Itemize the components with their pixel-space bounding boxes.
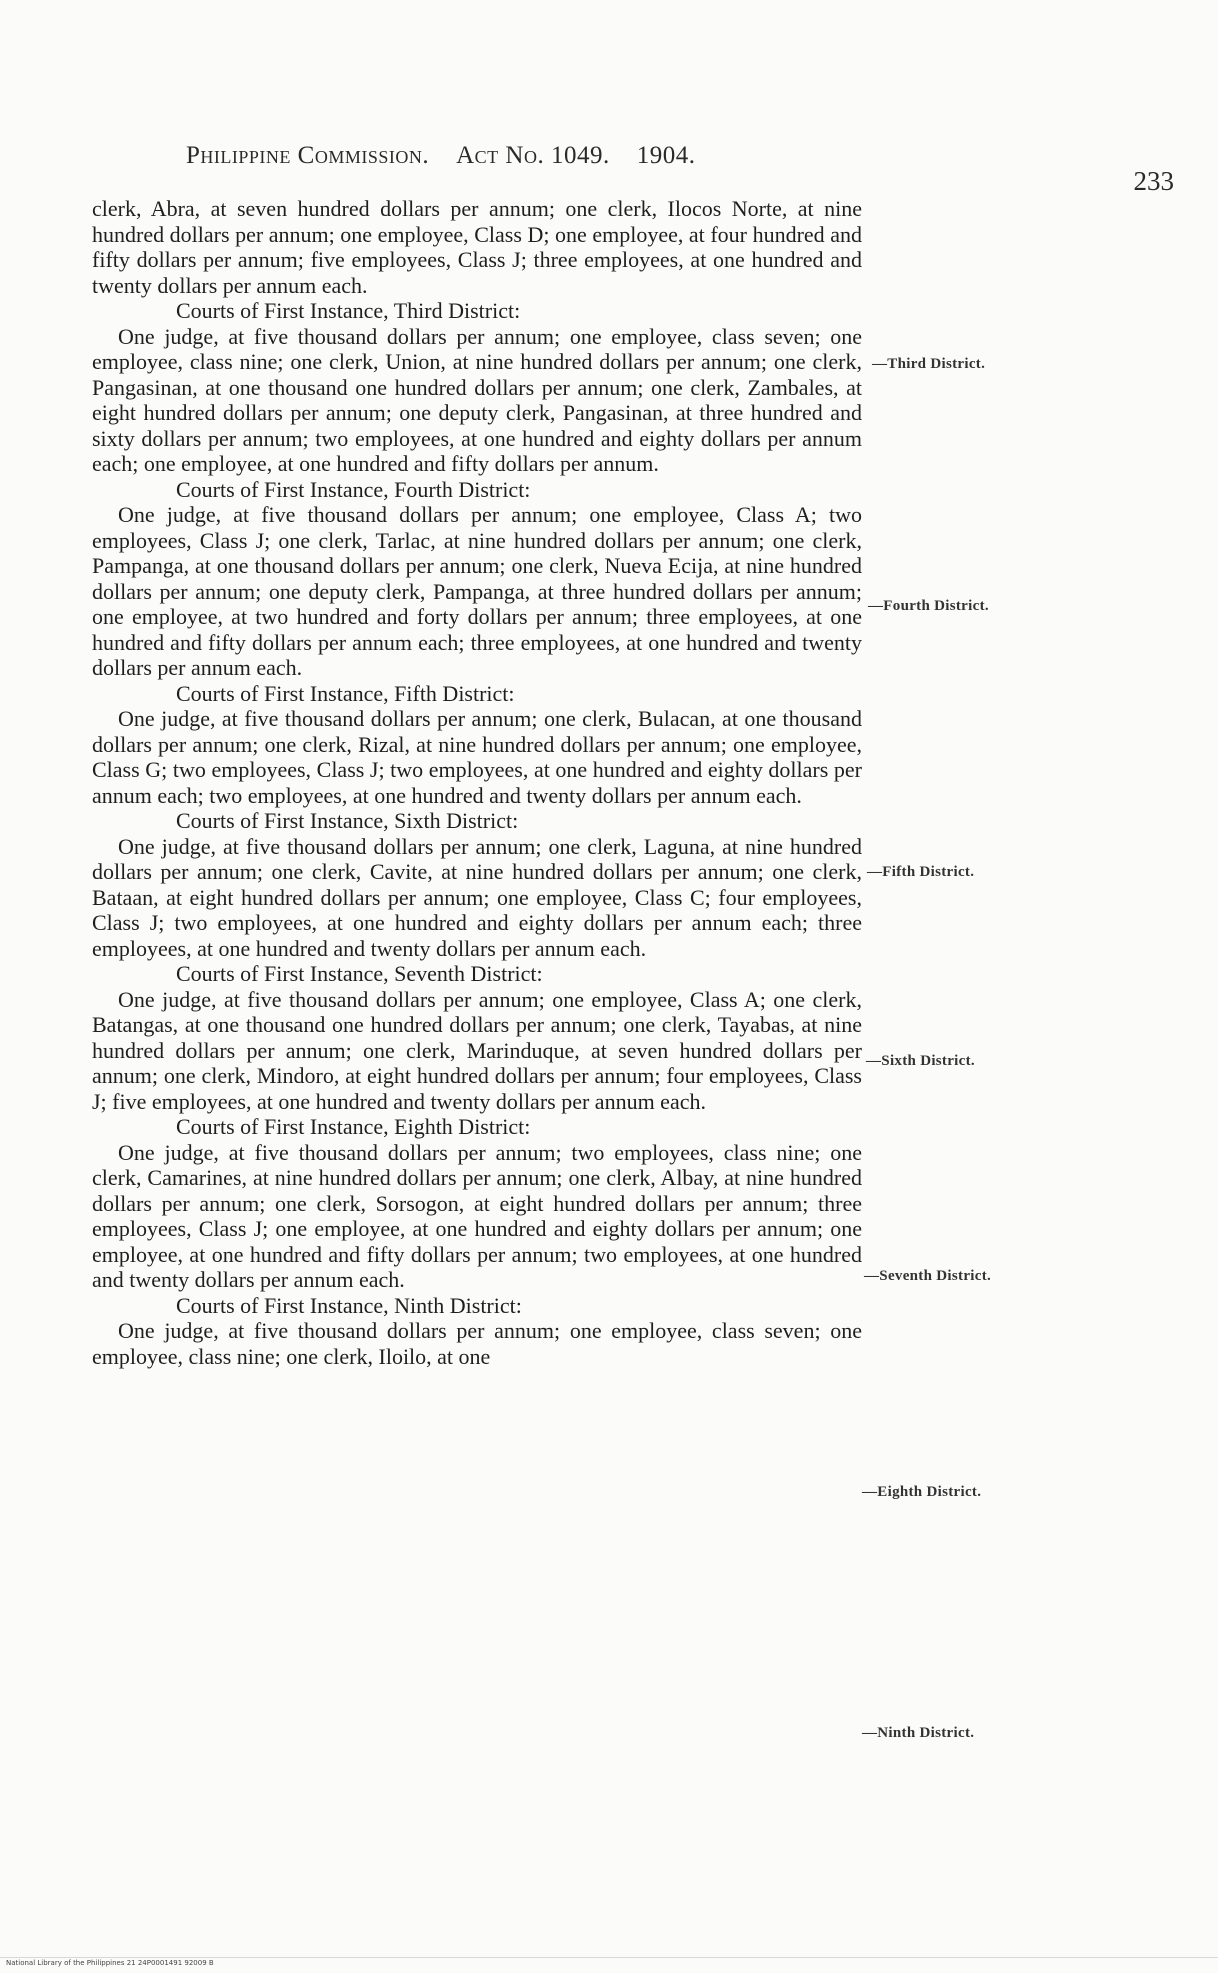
section-heading-ninth-district: Courts of First Instance, Ninth District: xyxy=(176,1292,522,1318)
paragraph-fourth-district: One judge, at five thousand dollars per annum; one employee, Class A; two employees, Class J; one clerk, Tarlac, at nine hundred dollars per annum; one clerk, Pampanga, at one thousand dollars per annum; one clerk, Nueva Ecija, at nine hundred dollars per annum; one deputy clerk, Pampanga, at three hundred dollars per annum; one employee, at two hundred and forty dollars per annum; three employees, at one hundred and fifty dollars per annum each; three employees, at one hundred and twenty dollars per annum each. xyxy=(92,502,862,680)
section-heading-sixth-district: Courts of First Instance, Sixth District: xyxy=(176,808,519,833)
footer-stamp: National Library of the Philippines 21 24P0001491 92009 B xyxy=(6,1959,214,1967)
margin-note-third-district: —Third District. xyxy=(872,356,986,372)
running-head xyxy=(186,142,695,170)
paragraph-sixth-district: One judge, at five thousand dollars per annum; one clerk, Laguna, at nine hundred dollars per annum; one clerk, Cavite, at nine hundred dollars per annum; one clerk, Bataan, at eight hundred dollars per annum; one employee, Class C; four employees, Class J; two employees, at one hundred and eighty dollars per annum each; three employees, at one hundred and twenty dollars per annum each. xyxy=(92,833,862,961)
paragraph-ninth-district: One judge, at five thousand dollars per annum; one employee, class seven; one employee, class nine; one clerk, Iloilo, at one xyxy=(92,1318,862,1369)
paragraph-fifth-district: One judge, at five thousand dollars per annum; one clerk, Bulacan, at one thousand dollars per annum; one clerk, Rizal, at nine hundred dollars per annum; one employee, Class G; two employees, Class J; two employees, at one hundred and eighty dollars per annum each; two employees, at one hundred and twenty dollars per annum each. xyxy=(92,706,862,808)
margin-note-fourth-district: —Fourth District. xyxy=(868,598,989,614)
section-heading-fourth-district: Courts of First Instance, Fourth District: xyxy=(176,476,531,502)
text-column xyxy=(92,196,862,1369)
section-heading-seventh-district: Courts of First Instance, Seventh District: xyxy=(176,961,543,986)
paragraph-third-district: One judge, at five thousand dollars per annum; one employee, class seven; one employee, class nine; one clerk, Union, at nine hundred dollars per annum; one clerk, Pangasinan, at one thousand one hundred dollars per annum; one clerk, Zambales, at eight hundred dollars per annum; one deputy clerk, Pangasinan, at three hundred and sixty dollars per annum; two employees, at one hundred and eighty dollars per annum each; one employee, at one hundred and fifty dollars per annum. xyxy=(92,323,862,476)
margin-note-fifth-district: —Fifth District. xyxy=(867,864,975,880)
margin-note-seventh-district: —Seventh District. xyxy=(864,1268,992,1284)
section-heading-third-district: Courts of First Instance, Third District: xyxy=(176,298,521,323)
page-number: 233 xyxy=(1133,166,1174,196)
margin-note-eighth-district: —Eighth District. xyxy=(862,1484,982,1500)
paragraph-seventh-district: One judge, at five thousand dollars per annum; one employee, Class A; one clerk, Batangas, at one thousand one hundred dollars per annum; one clerk, Tayabas, at nine hundred dollars per annum; one clerk, Marinduque, at seven hundred dollars per annum; one clerk, Mindoro, at eight hundred dollars per annum; four employees, Class J; five employees, at one hundred and twenty dollars per annum each. xyxy=(92,986,862,1114)
margin-note-sixth-district: —Sixth District. xyxy=(866,1053,975,1069)
running-head-year: 1904. xyxy=(636,142,696,169)
footer-divider xyxy=(0,1957,1218,1958)
paragraph-continuation: clerk, Abra, at seven hundred dollars per annum; one clerk, Ilocos Norte, at nine hundred dollars per annum; one employee, Class D; one employee, at four hundred and fifty dollars per annum; five employees, Class J; three employees, at one hundred and twenty dollars per annum each. xyxy=(92,196,862,298)
running-head-act: Act No. 1049. xyxy=(456,142,610,169)
paragraph-eighth-district: One judge, at five thousand dollars per annum; two employees, class nine; one clerk, Camarines, at nine hundred dollars per annum; one clerk, Albay, at nine hundred dollars per annum; one clerk, Sorsogon, at eight hundred dollars per annum; three employees, Class J; one employee, at one hundred and eighty dollars per annum; one employee, at one hundred and fifty dollars per annum; two employees, at one hundred and twenty dollars per annum each. xyxy=(92,1139,862,1292)
section-heading-fifth-district: Courts of First Instance, Fifth District: xyxy=(176,680,515,706)
margin-note-ninth-district: —Ninth District. xyxy=(862,1725,975,1741)
running-head-commission: Philippine Commission. xyxy=(186,142,430,169)
section-heading-eighth-district: Courts of First Instance, Eighth District: xyxy=(176,1114,531,1139)
